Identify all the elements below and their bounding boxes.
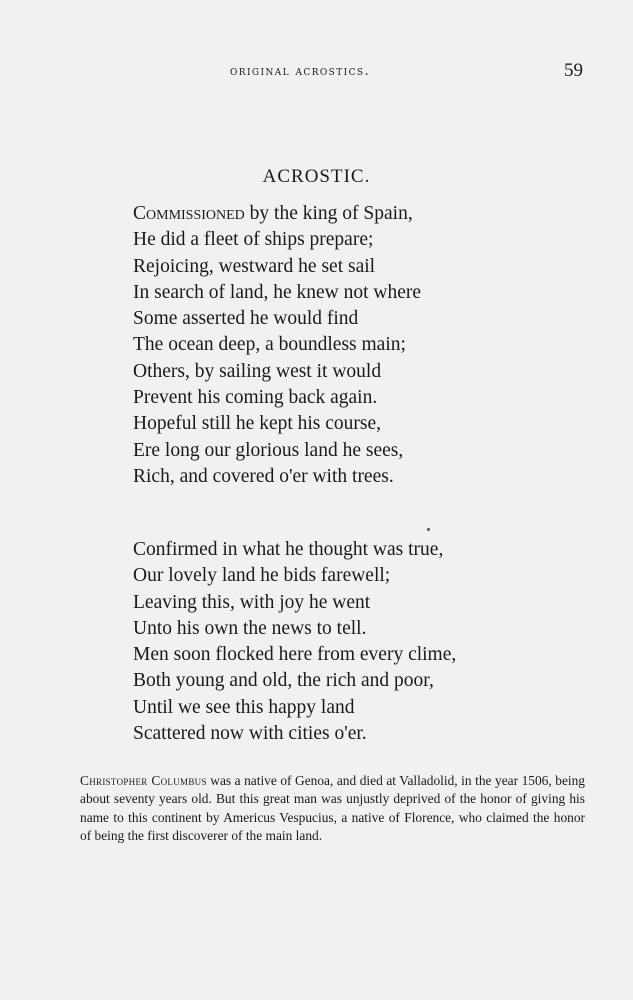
poem-line: Rich, and covered o'er with trees. — [133, 465, 394, 487]
historical-note — [80, 772, 585, 846]
poem-line: He did a fleet of ships prepare; — [133, 229, 374, 251]
poem-line: In search of land, he knew not where — [133, 281, 422, 303]
line-lead-word: Commissioned — [133, 203, 245, 224]
poem-line: Our lovely land he bids farewell; — [133, 565, 391, 587]
note-text: was a native of Genoa, and died at Valladolid, in the year 1506, being about seventy years old. But this great man was unjustly deprived of the honor of giving his name to this continent by Americus Vespucius, a native of Florence, who claimed the honor of being the first discoverer of the main land. — [80, 773, 585, 844]
running-title: original acrostics. — [230, 64, 370, 79]
poem-title: ACROSTIC. — [262, 166, 371, 187]
poem-line: The ocean deep, a boundless main; — [133, 334, 406, 356]
page-number: 59 — [564, 60, 583, 81]
poem-line: Men soon flocked here from every clime, — [133, 644, 457, 666]
poem-line: Others, by sailing west it would — [133, 360, 382, 382]
stanza-1 — [133, 201, 421, 490]
poem-line: Both young and old, the rich and poor, — [133, 670, 434, 692]
poem-line: Leaving this, with joy he went — [133, 591, 371, 613]
poem-line: Hopeful still he kept his course, — [133, 413, 382, 435]
stanza-2 — [133, 537, 456, 747]
poem-line: Some asserted he would find — [133, 308, 359, 330]
poem-line: Confirmed in what he thought was true, — [133, 539, 444, 560]
poem-line: Unto his own the news to tell. — [133, 617, 367, 639]
poem-line: Until we see this happy land — [133, 696, 355, 718]
poem-line: Rejoicing, westward he set sail — [133, 255, 376, 277]
poem-line: Scattered now with cities o'er. — [133, 723, 367, 745]
running-head — [0, 60, 633, 84]
note-subject-name: Christopher Columbus — [80, 773, 207, 788]
print-speck — [427, 528, 430, 531]
line-text: by the king of Spain, — [244, 203, 413, 224]
poem-line: Ere long our glorious land he sees, — [133, 439, 404, 461]
poem-line — [133, 201, 421, 227]
poem-line: Prevent his coming back again. — [133, 387, 378, 409]
